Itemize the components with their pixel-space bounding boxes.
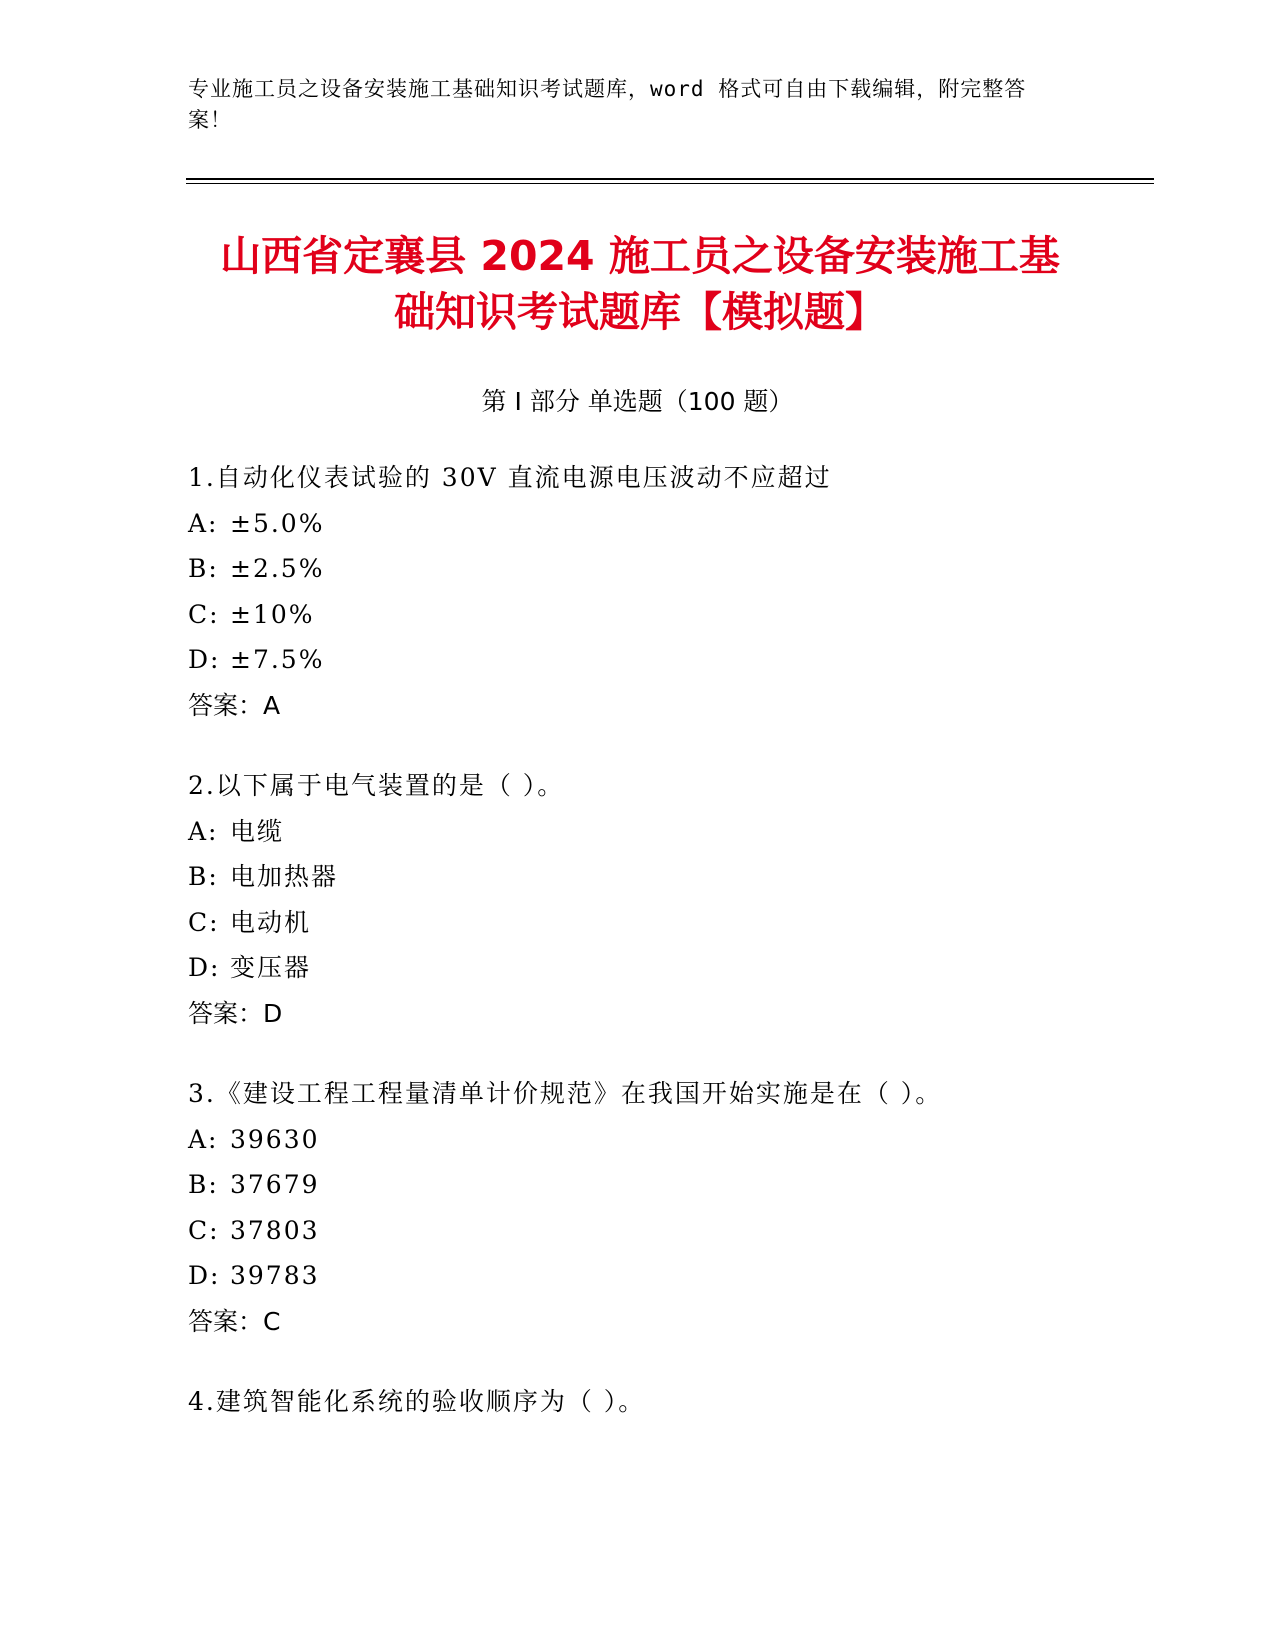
option-text: ±10% — [230, 599, 315, 629]
answer-line: 答案：D — [188, 998, 283, 1028]
option-key: B: — [188, 862, 219, 891]
option-a — [188, 1117, 1168, 1163]
option-key: B: — [188, 1170, 219, 1199]
title-line-1: 山西省定襄县 2024 施工员之设备安装施工基 — [220, 232, 1060, 280]
option-text: ±5.0% — [230, 508, 325, 538]
document-title — [180, 228, 1100, 340]
option-key: A: — [188, 1124, 219, 1154]
option-c — [188, 900, 1168, 946]
question-block — [188, 763, 1168, 1036]
question-block — [188, 1379, 1168, 1425]
section-heading: 第 I 部分 单选题（100 题） — [481, 387, 794, 416]
option-key: A: — [188, 508, 219, 538]
option-text: 39783 — [230, 1261, 320, 1290]
option-text: ±2.5% — [230, 554, 325, 583]
question-block — [188, 455, 1168, 728]
option-d — [188, 1253, 1168, 1299]
option-key: D: — [188, 953, 221, 982]
option-d — [188, 945, 1168, 991]
option-text: 37803 — [230, 1215, 320, 1245]
question-stem: 2.以下属于电气装置的是（ ）。 — [188, 771, 565, 800]
option-key: B: — [188, 554, 219, 583]
option-text: 39630 — [230, 1124, 320, 1154]
option-key: C: — [188, 1215, 220, 1245]
question-stem: 4.建筑智能化系统的验收顺序为（ ）。 — [188, 1387, 646, 1416]
option-c — [188, 592, 1168, 638]
option-text: 电加热器 — [230, 862, 339, 891]
header-note: 专业施工员之设备安装施工基础知识考试题库，word 格式可自由下载编辑，附完整答案！ — [188, 77, 1027, 132]
answer-line: 答案：C — [188, 1306, 281, 1336]
option-text: 电动机 — [230, 907, 312, 937]
option-b — [188, 1162, 1168, 1208]
option-a — [188, 501, 1168, 547]
header-divider-thin — [186, 183, 1154, 184]
option-key: C: — [188, 907, 220, 937]
option-key: A: — [188, 816, 219, 846]
option-text: 37679 — [230, 1170, 320, 1199]
option-a — [188, 809, 1168, 855]
answer-line: 答案：A — [188, 690, 281, 720]
option-d — [188, 637, 1168, 683]
option-key: C: — [188, 599, 220, 629]
option-text: ±7.5% — [230, 645, 325, 674]
option-text: 电缆 — [230, 816, 285, 846]
option-key: D: — [188, 645, 221, 674]
option-key: D: — [188, 1261, 221, 1290]
option-text: 变压器 — [230, 953, 312, 982]
option-c — [188, 1208, 1168, 1254]
question-stem: 3.《建设工程工程量清单计价规范》在我国开始实施是在（ ）。 — [188, 1079, 943, 1108]
option-b — [188, 854, 1168, 900]
title-line-2: 础知识考试题库【模拟题】 — [394, 288, 886, 336]
question-block — [188, 1071, 1168, 1344]
header-divider-thick — [186, 178, 1154, 180]
option-b — [188, 546, 1168, 592]
question-stem: 1.自动化仪表试验的 30V 直流电源电压波动不应超过 — [188, 463, 832, 492]
